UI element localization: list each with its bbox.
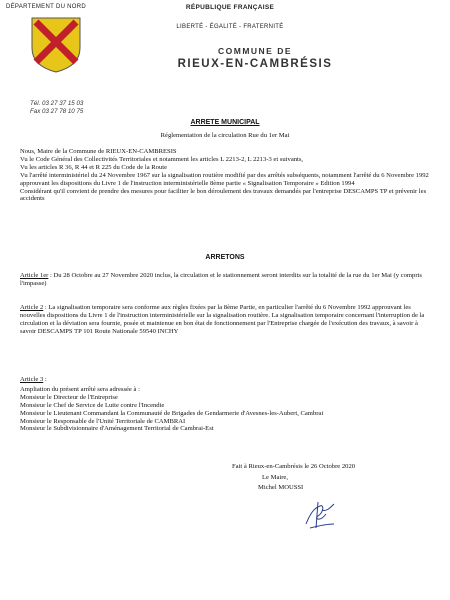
signatory-name: Michel MOUSSI bbox=[258, 484, 304, 491]
commune-of-label: COMMUNE DE bbox=[217, 46, 293, 56]
recipient-item: Monsieur le Subdivisionnaire d'Aménagement Territorial de Cambrai-Est bbox=[20, 425, 214, 433]
article-2-label: Article 2 bbox=[20, 304, 44, 311]
article-1-label: Article 1er bbox=[20, 272, 49, 279]
commune-name: RIEUX-EN-CAMBRÉSIS bbox=[177, 58, 333, 70]
phone-number: Tél. 03 27 37 15 03 bbox=[30, 100, 84, 107]
intro-line: Vu les articles R 36, R 44 et R 225 du Code de la Route bbox=[20, 163, 168, 171]
intro-line: Nous, Maire de la Commune de RIEUX-EN-CAMBRESIS bbox=[20, 148, 177, 155]
article-3 bbox=[20, 376, 432, 433]
recipient-item: Monsieur le Responsable de l'Unité Territoriale de CAMBRAI bbox=[20, 417, 186, 425]
article-2-text: : La signalisation temporaire sera conforme aux règles fixées par la 8ème Partie, en particulier l'arrêté du 6 Novembre 1992 approuvant les nouvelles dispositions du Livre 1 de l'instruction interministérielle sur la signalisation routière. La signalisation temporaire concernant l'interruption de la circulation et la déviation sera fournie, posée et maintenue en bon état de fonctionnement par l'Entreprise chargée de l'exécution des travaux, à savoir à savoir DESCAMPS TP 101 Route Nationale 59540 INCHY bbox=[20, 304, 425, 335]
article-3-text: : bbox=[43, 376, 47, 383]
motto-label: LIBERTÉ - ÉGALITÉ - FRATERNITÉ bbox=[176, 24, 284, 30]
ampliation-line: Ampliation du présent arrêté sera adressée à : bbox=[20, 385, 140, 393]
signatory-role: Le Maire, bbox=[262, 474, 288, 481]
intro-block bbox=[20, 148, 432, 203]
document-title: ARRETE MUNICIPAL bbox=[190, 119, 260, 126]
article-2 bbox=[20, 304, 432, 336]
place-date: Fait à Rieux-en-Cambrésis le 26 Octobre 2020 bbox=[232, 463, 356, 470]
republic-label: RÉPUBLIQUE FRANÇAISE bbox=[185, 4, 275, 11]
intro-line: Vu le Code Général des Collectivités Territoriales et notamment les articles L 2213-2, L 2213-3 et suivants, bbox=[20, 155, 304, 163]
department-label: DÉPARTEMENT DU NORD bbox=[6, 4, 87, 10]
intro-line: Considérant qu'il convient de prendre des mesures pour faciliter le bon déroulement des travaux demandés par l'entreprise DESCAMPS TP et prévenir les accidents bbox=[20, 187, 427, 203]
article-3-label: Article 3 bbox=[20, 376, 44, 383]
handwritten-signature-icon bbox=[300, 494, 340, 534]
recipient-item: Monsieur le Lieutenant Commandant la Communauté de Brigades de Gendarmerie d'Avesnes-les-Aubert, Cambrai bbox=[20, 409, 324, 417]
article-1-text: : Du 28 Octobre au 27 Novembre 2020 inclus, la circulation et le stationnement seront interdits sur la totalité de la rue du 1er Mai (y compris l'impasse) bbox=[20, 272, 422, 287]
fax-number: Fax 03 27 78 10 75 bbox=[30, 108, 84, 115]
arretons-heading: ARRETONS bbox=[205, 254, 245, 261]
document-subject: Réglementation de la circulation Rue du 1er Mai bbox=[160, 132, 290, 139]
recipient-item: Monsieur le Chef de Service de Lutte contre l'Incendie bbox=[20, 401, 165, 409]
recipient-item: Monsieur le Directeur de l'Entreprise bbox=[20, 393, 118, 401]
coat-of-arms-icon bbox=[30, 16, 82, 74]
article-1 bbox=[20, 272, 432, 288]
intro-line: Vu l'arrêté interministériel du 24 Novembre 1967 sur la signalisation routière modifié par des arrêtés subséquents, notamment l'arrêté du 6 Novembre 1992 approuvant les dispositions du Livre 1 de l'instruction interministérielle 8ème partie « Signalisation Temporaire » Edition 1994 bbox=[20, 171, 429, 187]
